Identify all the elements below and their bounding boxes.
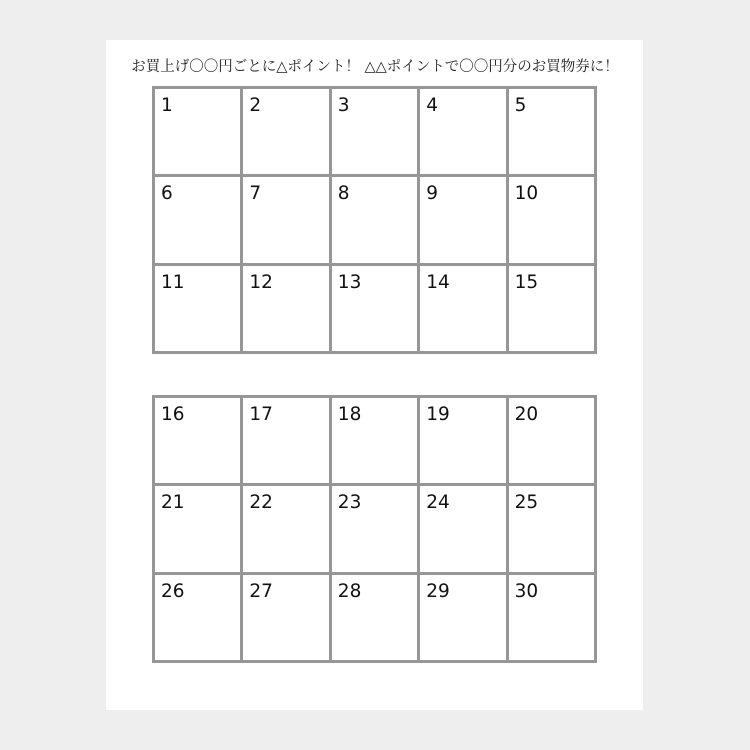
stamp-number: 2: [249, 95, 262, 116]
stamp-number: 4: [426, 95, 438, 116]
stamp-cell[interactable]: [509, 89, 594, 174]
stamp-cell[interactable]: [509, 486, 594, 571]
stamp-cell[interactable]: [155, 486, 240, 571]
stamp-cell[interactable]: [155, 398, 240, 483]
stamp-cell[interactable]: [243, 398, 328, 483]
stamp-number: 30: [514, 580, 539, 602]
stamp-cell[interactable]: [243, 486, 328, 571]
stamp-number: 22: [249, 492, 273, 514]
stamp-number: 8: [337, 183, 350, 205]
stamp-cell[interactable]: [243, 266, 328, 351]
stamp-cell[interactable]: [243, 89, 328, 174]
stamp-cell[interactable]: [332, 486, 417, 571]
stamp-cell[interactable]: [332, 89, 417, 174]
stamp-number: 26: [161, 580, 185, 602]
stamp-cell[interactable]: [420, 89, 505, 174]
stamp-number: 21: [161, 492, 185, 514]
stamp-cell[interactable]: [420, 398, 505, 483]
stamp-cell[interactable]: [155, 177, 240, 262]
stamp-cell[interactable]: [243, 177, 328, 262]
stamp-number: 9: [426, 183, 438, 205]
stamp-cell[interactable]: [420, 486, 505, 571]
stamp-number: 19: [426, 404, 450, 425]
stamp-cell[interactable]: [332, 575, 417, 660]
stamp-cell[interactable]: [155, 575, 240, 660]
stamp-number: 6: [161, 183, 173, 205]
stamp-cell[interactable]: [155, 89, 240, 174]
stamp-number: 15: [514, 271, 539, 293]
stamp-cell[interactable]: [420, 177, 505, 262]
stamp-cell[interactable]: [243, 575, 328, 660]
stamp-number: 20: [514, 404, 539, 425]
stamp-cell[interactable]: [155, 266, 240, 351]
stamp-cell[interactable]: [509, 575, 594, 660]
stamp-grid-1-15: [152, 86, 597, 354]
stamp-number: 1: [161, 95, 173, 116]
stamp-number: 29: [426, 580, 450, 602]
stamp-cell[interactable]: [332, 398, 417, 483]
stamp-grid-16-30: [152, 395, 597, 663]
stamp-number: 27: [249, 580, 273, 602]
stamp-number: 11: [161, 271, 185, 293]
stamp-number: 17: [249, 404, 273, 425]
stamp-number: 14: [426, 271, 450, 293]
stamp-cell[interactable]: [332, 177, 417, 262]
stamp-number: 10: [514, 183, 539, 205]
stamp-number: 23: [337, 492, 362, 514]
stamp-cell[interactable]: [420, 266, 505, 351]
stamp-number: 13: [337, 271, 362, 293]
stamp-cell[interactable]: [420, 575, 505, 660]
stamp-number: 12: [249, 271, 273, 293]
point-card-heading: お買上げ〇〇円ごとに△ポイント！ △△ポイントで〇〇円分のお買物券に！: [131, 59, 619, 75]
stamp-cell[interactable]: [332, 266, 417, 351]
stamp-number: 25: [514, 492, 539, 514]
stamp-number: 7: [249, 183, 262, 205]
stamp-number: 24: [426, 492, 450, 514]
stamp-cell[interactable]: [509, 266, 594, 351]
stamp-number: 3: [337, 95, 350, 116]
stamp-number: 5: [514, 95, 527, 116]
stamp-cell[interactable]: [509, 398, 594, 483]
stamp-number: 28: [337, 580, 362, 602]
stamp-cell[interactable]: [509, 177, 594, 262]
stamp-number: 18: [337, 404, 362, 425]
stamp-number: 16: [161, 404, 185, 425]
